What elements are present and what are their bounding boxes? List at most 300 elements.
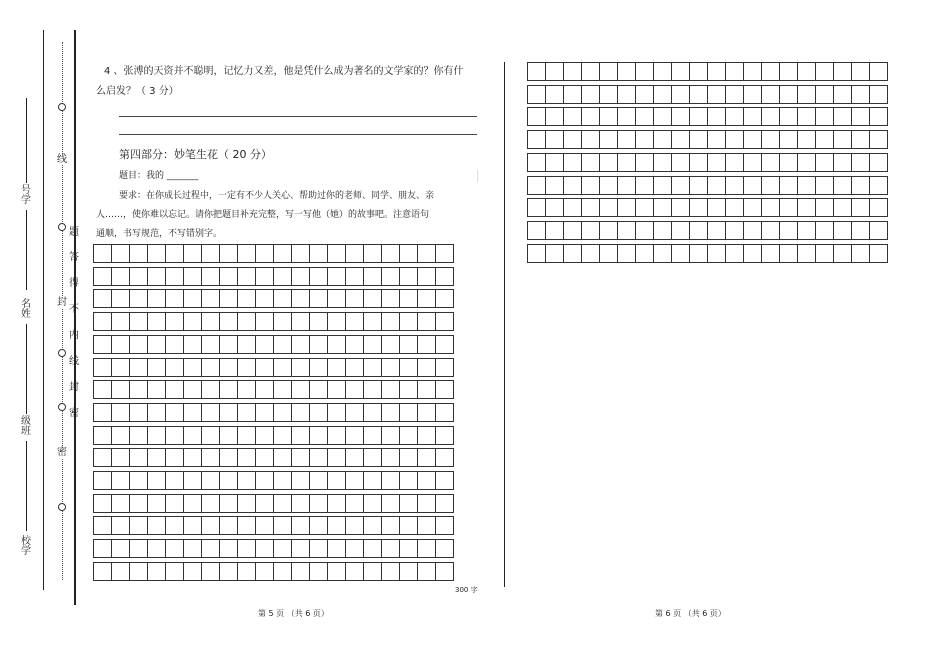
grid-cell[interactable] bbox=[618, 86, 636, 104]
grid-cell[interactable] bbox=[166, 336, 184, 354]
grid-cell[interactable] bbox=[546, 245, 564, 263]
grid-cell[interactable] bbox=[672, 245, 690, 263]
grid-cell[interactable] bbox=[292, 427, 310, 445]
grid-cell[interactable] bbox=[690, 245, 708, 263]
grid-cell[interactable] bbox=[546, 199, 564, 217]
grid-cell[interactable] bbox=[744, 131, 762, 149]
grid-cell[interactable] bbox=[220, 268, 238, 286]
grid-cell[interactable] bbox=[564, 63, 582, 81]
grid-cell[interactable] bbox=[600, 63, 618, 81]
grid-cell[interactable] bbox=[130, 427, 148, 445]
grid-cell[interactable] bbox=[618, 177, 636, 195]
grid-cell[interactable] bbox=[220, 517, 238, 535]
grid-cell[interactable] bbox=[310, 563, 328, 581]
grid-cell[interactable] bbox=[346, 540, 364, 558]
grid-cell[interactable] bbox=[400, 268, 418, 286]
grid-cell[interactable] bbox=[346, 563, 364, 581]
grid-cell[interactable] bbox=[582, 108, 600, 126]
grid-cell[interactable] bbox=[816, 86, 834, 104]
grid-cell[interactable] bbox=[564, 108, 582, 126]
grid-cell[interactable] bbox=[274, 336, 292, 354]
grid-cell[interactable] bbox=[816, 245, 834, 263]
grid-cell[interactable] bbox=[834, 131, 852, 149]
grid-cell[interactable] bbox=[202, 517, 220, 535]
grid-cell[interactable] bbox=[346, 472, 364, 490]
grid-cell[interactable] bbox=[256, 313, 274, 331]
grid-cell[interactable] bbox=[274, 290, 292, 308]
grid-cell[interactable] bbox=[762, 131, 780, 149]
grid-cell[interactable] bbox=[346, 427, 364, 445]
grid-cell[interactable] bbox=[256, 495, 274, 513]
grid-cell[interactable] bbox=[166, 495, 184, 513]
grid-cell[interactable] bbox=[202, 290, 220, 308]
grid-cell[interactable] bbox=[220, 336, 238, 354]
grid-cell[interactable] bbox=[546, 222, 564, 240]
grid-cell[interactable] bbox=[310, 336, 328, 354]
grid-cell[interactable] bbox=[816, 63, 834, 81]
grid-cell[interactable] bbox=[600, 108, 618, 126]
grid-cell[interactable] bbox=[130, 313, 148, 331]
grid-cell[interactable] bbox=[436, 290, 454, 308]
grid-cell[interactable] bbox=[166, 517, 184, 535]
grid-cell[interactable] bbox=[382, 245, 400, 263]
grid-cell[interactable] bbox=[564, 222, 582, 240]
grid-cell[interactable] bbox=[834, 199, 852, 217]
grid-cell[interactable] bbox=[436, 336, 454, 354]
grid-cell[interactable] bbox=[382, 336, 400, 354]
grid-cell[interactable] bbox=[166, 290, 184, 308]
grid-cell[interactable] bbox=[166, 540, 184, 558]
grid-cell[interactable] bbox=[220, 404, 238, 422]
grid-cell[interactable] bbox=[202, 563, 220, 581]
grid-cell[interactable] bbox=[418, 540, 436, 558]
grid-cell[interactable] bbox=[400, 336, 418, 354]
grid-cell[interactable] bbox=[382, 563, 400, 581]
grid-cell[interactable] bbox=[274, 563, 292, 581]
grid-cell[interactable] bbox=[798, 177, 816, 195]
grid-cell[interactable] bbox=[328, 404, 346, 422]
grid-cell[interactable] bbox=[202, 427, 220, 445]
grid-cell[interactable] bbox=[798, 199, 816, 217]
answer-line[interactable] bbox=[119, 134, 477, 135]
grid-cell[interactable] bbox=[654, 131, 672, 149]
grid-cell[interactable] bbox=[436, 313, 454, 331]
grid-cell[interactable] bbox=[400, 563, 418, 581]
grid-cell[interactable] bbox=[400, 290, 418, 308]
grid-cell[interactable] bbox=[220, 313, 238, 331]
grid-cell[interactable] bbox=[528, 199, 546, 217]
grid-cell[interactable] bbox=[238, 563, 256, 581]
grid-cell[interactable] bbox=[382, 540, 400, 558]
grid-cell[interactable] bbox=[690, 86, 708, 104]
grid-cell[interactable] bbox=[636, 63, 654, 81]
grid-cell[interactable] bbox=[166, 404, 184, 422]
grid-cell[interactable] bbox=[618, 245, 636, 263]
grid-cell[interactable] bbox=[148, 268, 166, 286]
grid-cell[interactable] bbox=[708, 199, 726, 217]
grid-cell[interactable] bbox=[382, 517, 400, 535]
grid-cell[interactable] bbox=[220, 449, 238, 467]
grid-cell[interactable] bbox=[690, 63, 708, 81]
grid-cell[interactable] bbox=[436, 495, 454, 513]
grid-cell[interactable] bbox=[582, 63, 600, 81]
grid-cell[interactable] bbox=[528, 245, 546, 263]
grid-cell[interactable] bbox=[310, 540, 328, 558]
grid-cell[interactable] bbox=[744, 245, 762, 263]
grid-cell[interactable] bbox=[166, 427, 184, 445]
grid-cell[interactable] bbox=[112, 336, 130, 354]
grid-cell[interactable] bbox=[184, 563, 202, 581]
grid-cell[interactable] bbox=[94, 245, 112, 263]
grid-cell[interactable] bbox=[274, 517, 292, 535]
grid-cell[interactable] bbox=[94, 336, 112, 354]
grid-cell[interactable] bbox=[112, 472, 130, 490]
grid-cell[interactable] bbox=[744, 108, 762, 126]
grid-cell[interactable] bbox=[328, 290, 346, 308]
grid-cell[interactable] bbox=[418, 268, 436, 286]
grid-cell[interactable] bbox=[726, 63, 744, 81]
grid-cell[interactable] bbox=[256, 517, 274, 535]
grid-cell[interactable] bbox=[112, 517, 130, 535]
grid-cell[interactable] bbox=[672, 63, 690, 81]
grid-cell[interactable] bbox=[130, 336, 148, 354]
grid-cell[interactable] bbox=[418, 359, 436, 377]
grid-cell[interactable] bbox=[382, 290, 400, 308]
grid-cell[interactable] bbox=[184, 245, 202, 263]
grid-cell[interactable] bbox=[400, 245, 418, 263]
grid-cell[interactable] bbox=[852, 131, 870, 149]
grid-cell[interactable] bbox=[310, 313, 328, 331]
grid-cell[interactable] bbox=[418, 313, 436, 331]
grid-cell[interactable] bbox=[834, 63, 852, 81]
grid-cell[interactable] bbox=[202, 336, 220, 354]
grid-cell[interactable] bbox=[654, 86, 672, 104]
grid-cell[interactable] bbox=[130, 290, 148, 308]
grid-cell[interactable] bbox=[654, 199, 672, 217]
grid-cell[interactable] bbox=[328, 245, 346, 263]
grid-cell[interactable] bbox=[256, 336, 274, 354]
grid-cell[interactable] bbox=[166, 563, 184, 581]
grid-cell[interactable] bbox=[382, 449, 400, 467]
grid-cell[interactable] bbox=[184, 359, 202, 377]
grid-cell[interactable] bbox=[220, 381, 238, 399]
grid-cell[interactable] bbox=[274, 427, 292, 445]
grid-cell[interactable] bbox=[816, 154, 834, 172]
grid-cell[interactable] bbox=[546, 108, 564, 126]
grid-cell[interactable] bbox=[726, 245, 744, 263]
grid-cell[interactable] bbox=[852, 222, 870, 240]
grid-cell[interactable] bbox=[798, 108, 816, 126]
grid-cell[interactable] bbox=[166, 268, 184, 286]
grid-cell[interactable] bbox=[274, 472, 292, 490]
grid-cell[interactable] bbox=[436, 472, 454, 490]
grid-cell[interactable] bbox=[166, 381, 184, 399]
grid-cell[interactable] bbox=[292, 336, 310, 354]
grid-cell[interactable] bbox=[220, 472, 238, 490]
grid-cell[interactable] bbox=[310, 381, 328, 399]
grid-cell[interactable] bbox=[762, 177, 780, 195]
grid-cell[interactable] bbox=[130, 381, 148, 399]
grid-cell[interactable] bbox=[418, 427, 436, 445]
grid-cell[interactable] bbox=[400, 449, 418, 467]
grid-cell[interactable] bbox=[708, 245, 726, 263]
grid-cell[interactable] bbox=[292, 268, 310, 286]
name-field[interactable] bbox=[26, 324, 27, 414]
grid-cell[interactable] bbox=[238, 449, 256, 467]
grid-cell[interactable] bbox=[274, 381, 292, 399]
grid-cell[interactable] bbox=[364, 313, 382, 331]
grid-cell[interactable] bbox=[528, 63, 546, 81]
grid-cell[interactable] bbox=[382, 268, 400, 286]
grid-cell[interactable] bbox=[708, 63, 726, 81]
grid-cell[interactable] bbox=[274, 268, 292, 286]
grid-cell[interactable] bbox=[582, 86, 600, 104]
grid-cell[interactable] bbox=[238, 268, 256, 286]
grid-cell[interactable] bbox=[436, 245, 454, 263]
grid-cell[interactable] bbox=[112, 404, 130, 422]
grid-cell[interactable] bbox=[708, 222, 726, 240]
grid-cell[interactable] bbox=[112, 540, 130, 558]
grid-cell[interactable] bbox=[798, 131, 816, 149]
grid-cell[interactable] bbox=[256, 359, 274, 377]
grid-cell[interactable] bbox=[546, 63, 564, 81]
grid-cell[interactable] bbox=[798, 154, 816, 172]
grid-cell[interactable] bbox=[364, 404, 382, 422]
grid-cell[interactable] bbox=[436, 404, 454, 422]
grid-cell[interactable] bbox=[834, 177, 852, 195]
grid-cell[interactable] bbox=[564, 177, 582, 195]
grid-cell[interactable] bbox=[852, 154, 870, 172]
grid-cell[interactable] bbox=[672, 86, 690, 104]
grid-cell[interactable] bbox=[292, 381, 310, 399]
grid-cell[interactable] bbox=[256, 268, 274, 286]
grid-cell[interactable] bbox=[762, 63, 780, 81]
grid-cell[interactable] bbox=[400, 359, 418, 377]
grid-cell[interactable] bbox=[130, 449, 148, 467]
grid-cell[interactable] bbox=[600, 154, 618, 172]
grid-cell[interactable] bbox=[436, 359, 454, 377]
grid-cell[interactable] bbox=[690, 154, 708, 172]
grid-cell[interactable] bbox=[166, 359, 184, 377]
grid-cell[interactable] bbox=[346, 268, 364, 286]
grid-cell[interactable] bbox=[564, 131, 582, 149]
grid-cell[interactable] bbox=[708, 108, 726, 126]
grid-cell[interactable] bbox=[112, 381, 130, 399]
grid-cell[interactable] bbox=[528, 222, 546, 240]
grid-cell[interactable] bbox=[654, 63, 672, 81]
grid-cell[interactable] bbox=[328, 563, 346, 581]
grid-cell[interactable] bbox=[382, 427, 400, 445]
grid-cell[interactable] bbox=[94, 290, 112, 308]
grid-cell[interactable] bbox=[852, 108, 870, 126]
grid-cell[interactable] bbox=[346, 245, 364, 263]
grid-cell[interactable] bbox=[780, 63, 798, 81]
grid-cell[interactable] bbox=[636, 177, 654, 195]
grid-cell[interactable] bbox=[744, 154, 762, 172]
grid-cell[interactable] bbox=[184, 268, 202, 286]
grid-cell[interactable] bbox=[148, 313, 166, 331]
grid-cell[interactable] bbox=[546, 177, 564, 195]
grid-cell[interactable] bbox=[690, 131, 708, 149]
grid-cell[interactable] bbox=[202, 359, 220, 377]
grid-cell[interactable] bbox=[220, 359, 238, 377]
grid-cell[interactable] bbox=[148, 359, 166, 377]
grid-cell[interactable] bbox=[220, 245, 238, 263]
grid-cell[interactable] bbox=[256, 290, 274, 308]
grid-cell[interactable] bbox=[636, 154, 654, 172]
grid-cell[interactable] bbox=[292, 404, 310, 422]
grid-cell[interactable] bbox=[654, 245, 672, 263]
grid-cell[interactable] bbox=[600, 131, 618, 149]
grid-cell[interactable] bbox=[726, 86, 744, 104]
grid-cell[interactable] bbox=[184, 313, 202, 331]
grid-cell[interactable] bbox=[618, 131, 636, 149]
grid-cell[interactable] bbox=[762, 108, 780, 126]
grid-cell[interactable] bbox=[202, 381, 220, 399]
grid-cell[interactable] bbox=[238, 404, 256, 422]
grid-cell[interactable] bbox=[400, 404, 418, 422]
grid-cell[interactable] bbox=[762, 245, 780, 263]
grid-cell[interactable] bbox=[256, 381, 274, 399]
grid-cell[interactable] bbox=[202, 472, 220, 490]
grid-cell[interactable] bbox=[600, 86, 618, 104]
grid-cell[interactable] bbox=[870, 63, 888, 81]
grid-cell[interactable] bbox=[436, 517, 454, 535]
grid-cell[interactable] bbox=[780, 199, 798, 217]
grid-cell[interactable] bbox=[202, 245, 220, 263]
grid-cell[interactable] bbox=[202, 495, 220, 513]
grid-cell[interactable] bbox=[292, 449, 310, 467]
grid-cell[interactable] bbox=[870, 131, 888, 149]
grid-cell[interactable] bbox=[364, 427, 382, 445]
grid-cell[interactable] bbox=[310, 427, 328, 445]
grid-cell[interactable] bbox=[436, 449, 454, 467]
grid-cell[interactable] bbox=[346, 495, 364, 513]
grid-cell[interactable] bbox=[148, 404, 166, 422]
grid-cell[interactable] bbox=[94, 563, 112, 581]
grid-cell[interactable] bbox=[310, 495, 328, 513]
grid-cell[interactable] bbox=[94, 517, 112, 535]
grid-cell[interactable] bbox=[112, 313, 130, 331]
grid-cell[interactable] bbox=[582, 222, 600, 240]
grid-cell[interactable] bbox=[834, 154, 852, 172]
grid-cell[interactable] bbox=[400, 540, 418, 558]
grid-cell[interactable] bbox=[238, 495, 256, 513]
grid-cell[interactable] bbox=[112, 563, 130, 581]
grid-cell[interactable] bbox=[202, 268, 220, 286]
grid-cell[interactable] bbox=[708, 154, 726, 172]
grid-cell[interactable] bbox=[672, 154, 690, 172]
grid-cell[interactable] bbox=[618, 108, 636, 126]
grid-cell[interactable] bbox=[618, 199, 636, 217]
grid-cell[interactable] bbox=[364, 268, 382, 286]
grid-cell[interactable] bbox=[364, 290, 382, 308]
grid-cell[interactable] bbox=[726, 154, 744, 172]
grid-cell[interactable] bbox=[618, 63, 636, 81]
grid-cell[interactable] bbox=[382, 313, 400, 331]
grid-cell[interactable] bbox=[726, 108, 744, 126]
grid-cell[interactable] bbox=[418, 290, 436, 308]
grid-cell[interactable] bbox=[744, 199, 762, 217]
grid-cell[interactable] bbox=[238, 540, 256, 558]
grid-cell[interactable] bbox=[852, 245, 870, 263]
grid-cell[interactable] bbox=[220, 290, 238, 308]
grid-cell[interactable] bbox=[130, 495, 148, 513]
grid-cell[interactable] bbox=[546, 86, 564, 104]
grid-cell[interactable] bbox=[870, 222, 888, 240]
grid-cell[interactable] bbox=[382, 381, 400, 399]
grid-cell[interactable] bbox=[166, 313, 184, 331]
grid-cell[interactable] bbox=[238, 245, 256, 263]
grid-cell[interactable] bbox=[798, 63, 816, 81]
grid-cell[interactable] bbox=[238, 427, 256, 445]
grid-cell[interactable] bbox=[636, 131, 654, 149]
grid-cell[interactable] bbox=[600, 222, 618, 240]
grid-cell[interactable] bbox=[94, 268, 112, 286]
grid-cell[interactable] bbox=[94, 359, 112, 377]
grid-cell[interactable] bbox=[238, 472, 256, 490]
grid-cell[interactable] bbox=[94, 540, 112, 558]
grid-cell[interactable] bbox=[328, 381, 346, 399]
grid-cell[interactable] bbox=[582, 131, 600, 149]
grid-cell[interactable] bbox=[328, 313, 346, 331]
grid-cell[interactable] bbox=[130, 268, 148, 286]
grid-cell[interactable] bbox=[816, 177, 834, 195]
grid-cell[interactable] bbox=[310, 359, 328, 377]
grid-cell[interactable] bbox=[328, 359, 346, 377]
grid-cell[interactable] bbox=[112, 290, 130, 308]
grid-cell[interactable] bbox=[852, 177, 870, 195]
grid-cell[interactable] bbox=[528, 86, 546, 104]
grid-cell[interactable] bbox=[708, 86, 726, 104]
grid-cell[interactable] bbox=[418, 404, 436, 422]
grid-cell[interactable] bbox=[852, 63, 870, 81]
grid-cell[interactable] bbox=[292, 563, 310, 581]
grid-cell[interactable] bbox=[220, 427, 238, 445]
grid-cell[interactable] bbox=[184, 517, 202, 535]
grid-cell[interactable] bbox=[346, 449, 364, 467]
grid-cell[interactable] bbox=[636, 108, 654, 126]
grid-cell[interactable] bbox=[238, 336, 256, 354]
grid-cell[interactable] bbox=[148, 290, 166, 308]
grid-cell[interactable] bbox=[274, 313, 292, 331]
grid-cell[interactable] bbox=[238, 313, 256, 331]
grid-cell[interactable] bbox=[112, 359, 130, 377]
grid-cell[interactable] bbox=[256, 540, 274, 558]
grid-cell[interactable] bbox=[256, 245, 274, 263]
grid-cell[interactable] bbox=[762, 199, 780, 217]
grid-cell[interactable] bbox=[816, 131, 834, 149]
grid-cell[interactable] bbox=[328, 472, 346, 490]
grid-cell[interactable] bbox=[708, 177, 726, 195]
grid-cell[interactable] bbox=[364, 381, 382, 399]
grid-cell[interactable] bbox=[202, 540, 220, 558]
grid-cell[interactable] bbox=[148, 381, 166, 399]
grid-cell[interactable] bbox=[184, 449, 202, 467]
grid-cell[interactable] bbox=[600, 199, 618, 217]
grid-cell[interactable] bbox=[834, 108, 852, 126]
grid-cell[interactable] bbox=[418, 517, 436, 535]
grid-cell[interactable] bbox=[418, 381, 436, 399]
grid-cell[interactable] bbox=[528, 108, 546, 126]
grid-cell[interactable] bbox=[798, 245, 816, 263]
grid-cell[interactable] bbox=[274, 404, 292, 422]
grid-cell[interactable] bbox=[310, 290, 328, 308]
grid-cell[interactable] bbox=[690, 199, 708, 217]
grid-cell[interactable] bbox=[852, 86, 870, 104]
grid-cell[interactable] bbox=[726, 199, 744, 217]
grid-cell[interactable] bbox=[328, 495, 346, 513]
